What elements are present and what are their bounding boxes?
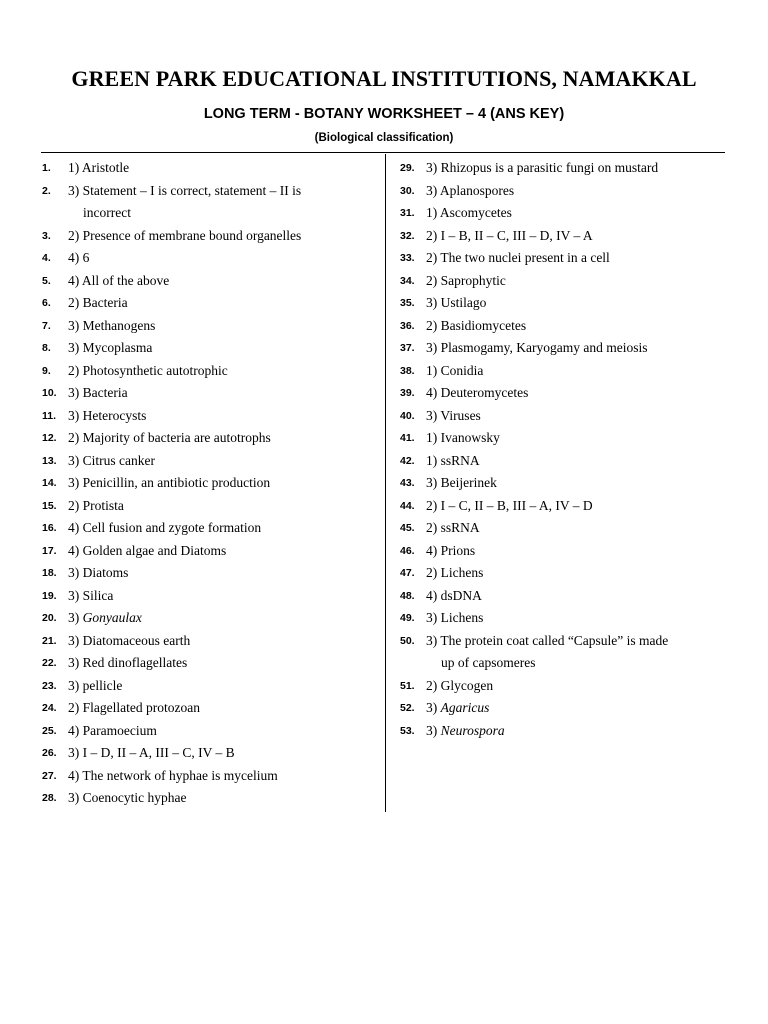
answer-item (400, 585, 730, 608)
answer-item (400, 540, 730, 563)
answer-text-wrap (426, 450, 730, 473)
answer-item (400, 517, 730, 540)
answer-text-wrap (68, 607, 377, 630)
answer-text: 2) Presence of membrane bound organelles (68, 227, 302, 243)
answer-item (42, 765, 377, 788)
answer-item (42, 697, 377, 720)
answer-item (42, 315, 377, 338)
answer-text-wrap (68, 630, 377, 653)
answer-text-wrap (68, 180, 377, 225)
answer-text-wrap (68, 315, 377, 338)
answer-text-wrap (426, 607, 730, 630)
answer-text: 4) dsDNA (426, 587, 482, 603)
question-number: 28. (42, 792, 57, 804)
answer-text-wrap (68, 472, 377, 495)
answer-text-wrap (68, 427, 377, 450)
answer-column-left (42, 157, 377, 810)
question-number: 35. (400, 297, 415, 309)
question-number: 41. (400, 432, 415, 444)
answer-text: 3) Penicillin, an antibiotic production (68, 475, 271, 490)
answer-text-wrap (426, 337, 730, 360)
answer-item (400, 382, 730, 405)
answer-item (400, 427, 730, 450)
answer-item (42, 540, 377, 563)
question-number: 38. (400, 364, 415, 377)
answer-text-wrap (426, 517, 730, 540)
question-number: 23. (42, 679, 57, 692)
answer-text-wrap (426, 562, 730, 585)
answer-text: 2) I – C, II – B, III – A, IV – D (426, 497, 593, 513)
question-number: 37. (400, 342, 415, 354)
answer-item (400, 562, 730, 585)
question-number: 10. (42, 387, 57, 399)
answer-text-wrap (68, 225, 377, 248)
answer-item (400, 292, 730, 315)
answer-text-wrap (426, 472, 730, 495)
answer-text-wrap (426, 202, 730, 225)
question-number: 1. (42, 162, 51, 174)
answer-text: 3) Diatoms (68, 565, 129, 580)
answer-item (400, 495, 730, 518)
question-number: 21. (42, 634, 57, 647)
answer-text: 1) Ivanowsky (426, 430, 500, 445)
answer-text-wrap (68, 540, 377, 563)
answer-text: 3) Statement – I is correct, statement – II is (68, 182, 302, 198)
answer-item (400, 270, 730, 293)
answer-item (42, 180, 377, 225)
answer-text: 3) Plasmogamy, Karyogamy and meiosis (426, 340, 648, 355)
answer-text-wrap (426, 360, 730, 383)
answer-item (42, 675, 377, 698)
answer-text-wrap (68, 382, 377, 405)
question-number: 25. (42, 724, 57, 737)
answer-text: 3) Citrus canker (68, 452, 155, 468)
answer-text-wrap (426, 720, 730, 743)
question-number: 4. (42, 252, 51, 264)
answer-text-wrap (426, 675, 730, 698)
question-number: 17. (42, 544, 57, 557)
answer-text-wrap (68, 652, 377, 675)
answer-text-wrap (68, 585, 377, 608)
answer-text-wrap (68, 742, 377, 765)
question-number: 29. (400, 162, 415, 174)
question-number: 6. (42, 297, 51, 309)
question-number: 22. (42, 657, 57, 669)
answer-text-wrap (426, 585, 730, 608)
question-number: 32. (400, 229, 415, 242)
answer-text: 3) (426, 722, 441, 738)
answer-text: 3) Lichens (426, 610, 484, 625)
answer-text-wrap (426, 427, 730, 450)
answer-italic-text: Agaricus (440, 700, 490, 715)
column-divider (385, 154, 386, 812)
answer-text-wrap (68, 697, 377, 720)
answer-text: 3) Coenocytic hyphae (68, 790, 187, 805)
answer-column-right (400, 157, 730, 742)
answer-text: 3) Aplanospores (426, 182, 515, 198)
question-number: 43. (400, 477, 415, 489)
answer-text: 3) Silica (68, 587, 114, 603)
answer-item (42, 292, 377, 315)
answer-item (400, 720, 730, 743)
answer-text: 2) Photosynthetic autotrophic (68, 362, 228, 378)
answer-text-wrap (68, 675, 377, 698)
answer-item (400, 180, 730, 203)
answer-text-wrap (68, 247, 377, 270)
question-number: 42. (400, 454, 415, 467)
answer-text: 3) Heterocysts (68, 407, 147, 423)
question-number: 36. (400, 319, 415, 332)
answer-item (400, 315, 730, 338)
answer-text-wrap (426, 697, 730, 720)
answer-item (400, 360, 730, 383)
answer-text: 3) I – D, II – A, III – C, IV – B (68, 745, 235, 760)
header-rule (41, 152, 725, 153)
answer-text-wrap (68, 720, 377, 743)
answer-text-wrap (426, 315, 730, 338)
answer-item (400, 675, 730, 698)
answer-item (42, 337, 377, 360)
answer-item (400, 405, 730, 428)
answer-text: 2) I – B, II – C, III – D, IV – A (426, 227, 593, 243)
answer-text: 1) Aristotle (68, 160, 130, 175)
answer-text: 2) Basidiomycetes (426, 317, 527, 333)
answer-item (42, 225, 377, 248)
answer-text: 2) Flagellated protozoan (68, 700, 200, 715)
answer-text: 4) All of the above (68, 272, 170, 288)
answer-text-wrap (68, 787, 377, 810)
answer-text-wrap (68, 360, 377, 383)
answer-text-wrap (68, 450, 377, 473)
question-number: 51. (400, 679, 415, 692)
question-number: 3. (42, 229, 51, 242)
question-number: 2. (42, 184, 51, 197)
worksheet-topic: (Biological classification) (314, 132, 454, 144)
answer-item (400, 450, 730, 473)
answer-text: 3) Rhizopus is a parasitic fungi on mustard (426, 160, 659, 175)
answer-text: 3) The protein coat called “Capsule” is made (426, 632, 669, 648)
answer-item (42, 495, 377, 518)
answer-item (42, 607, 377, 630)
question-number: 8. (42, 342, 51, 354)
answer-text: 3) Methanogens (68, 317, 156, 333)
answer-text-wrap (426, 157, 730, 180)
answer-text: 3) Viruses (426, 407, 481, 423)
answer-item (400, 337, 730, 360)
answer-item (42, 652, 377, 675)
answer-item (42, 450, 377, 473)
answer-text-wrap (426, 405, 730, 428)
answer-text: 2) Majority of bacteria are autotrophs (68, 430, 271, 445)
answer-italic-text: Gonyaulax (82, 610, 142, 625)
answer-text: 4) Deuteromycetes (426, 385, 529, 400)
answer-text: 3) Mycoplasma (68, 340, 153, 355)
question-number: 34. (400, 274, 415, 287)
answer-text: 2) Saprophytic (426, 272, 506, 288)
answer-item (42, 787, 377, 810)
answer-item (400, 202, 730, 225)
question-number: 11. (42, 409, 57, 422)
answer-text-wrap (68, 765, 377, 788)
answer-item (42, 382, 377, 405)
answer-text-wrap (68, 337, 377, 360)
answer-text: 3) Bacteria (68, 385, 128, 400)
answer-item (400, 157, 730, 180)
answer-text-wrap (68, 270, 377, 293)
question-number: 49. (400, 612, 415, 624)
answer-text-wrap (426, 540, 730, 563)
answer-text: 3) Red dinoflagellates (68, 655, 188, 670)
answer-item (42, 360, 377, 383)
question-number: 5. (42, 274, 51, 287)
answer-text-wrap (426, 495, 730, 518)
question-number: 30. (400, 184, 415, 197)
answer-text-wrap (68, 562, 377, 585)
answer-continuation: incorrect (83, 205, 131, 220)
answer-text: 2) Bacteria (68, 295, 128, 310)
question-number: 13. (42, 454, 57, 467)
answer-text: 2) Protista (68, 497, 124, 513)
worksheet-subtitle: LONG TERM - BOTANY WORKSHEET – 4 (ANS KEY) (203, 106, 565, 122)
answer-text-wrap (426, 292, 730, 315)
answer-text: 2) Glycogen (426, 677, 494, 693)
question-number: 26. (42, 747, 57, 759)
answer-item (42, 405, 377, 428)
question-number: 24. (42, 702, 57, 714)
question-number: 33. (400, 252, 415, 264)
question-number: 18. (42, 567, 57, 579)
answer-item (400, 697, 730, 720)
answer-item (42, 742, 377, 765)
answer-item (400, 472, 730, 495)
question-number: 9. (42, 364, 51, 377)
question-number: 48. (400, 589, 415, 602)
answer-text-wrap (426, 630, 730, 675)
answer-text: 2) The two nuclei present in a cell (426, 250, 610, 265)
answer-text-wrap (426, 225, 730, 248)
question-number: 46. (400, 544, 415, 557)
answer-text: 1) ssRNA (426, 452, 480, 468)
answer-text-wrap (426, 247, 730, 270)
question-number: 7. (42, 319, 51, 332)
answer-continuation: up of capsomeres (441, 655, 536, 670)
answer-text-wrap (426, 382, 730, 405)
answer-text-wrap (426, 270, 730, 293)
question-number: 16. (42, 522, 57, 534)
answer-item (42, 562, 377, 585)
answer-text-wrap (68, 292, 377, 315)
question-number: 44. (400, 499, 415, 512)
answer-item (42, 720, 377, 743)
answer-item (400, 630, 730, 675)
answer-italic-text: Neurospora (440, 722, 505, 738)
question-number: 27. (42, 769, 57, 782)
question-number: 53. (400, 724, 415, 737)
answer-item (400, 607, 730, 630)
answer-text-wrap (68, 517, 377, 540)
question-number: 15. (42, 499, 57, 512)
answer-text: 3) Ustilago (426, 295, 487, 310)
answer-text: 4) Paramoecium (68, 722, 157, 738)
answer-text: 4) Golden algae and Diatoms (68, 542, 227, 558)
question-number: 50. (400, 634, 415, 647)
answer-item (42, 585, 377, 608)
question-number: 52. (400, 702, 415, 714)
answer-text: 3) (426, 700, 441, 715)
answer-item (42, 247, 377, 270)
answer-text: 3) Beijerinek (426, 475, 497, 490)
question-number: 20. (42, 612, 57, 624)
answer-text-wrap (68, 495, 377, 518)
answer-text: 3) pellicle (68, 677, 123, 693)
answer-text-wrap (426, 180, 730, 203)
answer-text: 3) (68, 610, 83, 625)
institution-title: GREEN PARK EDUCATIONAL INSTITUTIONS, NAMAKKAL (71, 66, 697, 91)
answer-text-wrap (68, 405, 377, 428)
answer-item (42, 157, 377, 180)
question-number: 12. (42, 432, 57, 444)
answer-text: 4) Cell fusion and zygote formation (68, 520, 262, 535)
answer-text: 2) ssRNA (426, 520, 480, 535)
question-number: 47. (400, 567, 415, 579)
question-number: 31. (400, 207, 415, 219)
answer-text: 2) Lichens (426, 565, 484, 580)
answer-item (42, 517, 377, 540)
question-number: 40. (400, 409, 415, 422)
answer-text: 4) The network of hyphae is mycelium (68, 767, 278, 783)
question-number: 14. (42, 477, 57, 489)
answer-item (42, 472, 377, 495)
answer-text: 4) 6 (68, 250, 90, 265)
answer-item (400, 225, 730, 248)
answer-item (42, 630, 377, 653)
answer-text: 1) Conidia (426, 362, 484, 378)
answer-text: 1) Ascomycetes (426, 205, 512, 220)
answer-text: 3) Diatomaceous earth (68, 632, 191, 648)
answer-text-wrap (68, 157, 377, 180)
answer-item (42, 270, 377, 293)
question-number: 39. (400, 387, 415, 399)
question-number: 45. (400, 522, 415, 534)
answer-item (42, 427, 377, 450)
answer-item (400, 247, 730, 270)
answer-text: 4) Prions (426, 542, 476, 558)
question-number: 19. (42, 589, 57, 602)
